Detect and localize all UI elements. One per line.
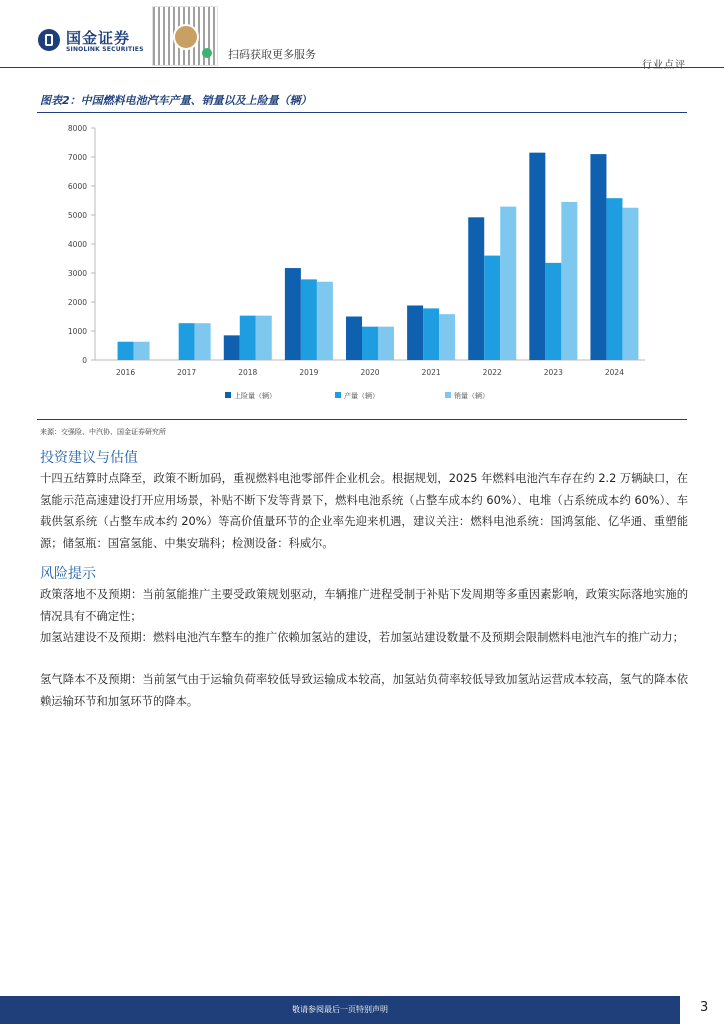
x-tick-label: 2022	[482, 368, 502, 377]
y-tick-label: 3000	[67, 269, 87, 278]
y-tick-label: 6000	[67, 182, 87, 191]
bar-2023-series-0	[529, 153, 545, 360]
bar-2017-series-2	[195, 323, 211, 360]
bar-2017-series-1	[179, 323, 195, 360]
x-tick-label: 2016	[116, 368, 136, 377]
y-tick-label: 5000	[67, 211, 87, 220]
x-tick-label: 2020	[360, 368, 380, 377]
y-tick-label: 4000	[67, 240, 87, 249]
paragraph-investment: 十四五结算时点降至，政策不断加码，重视燃料电池零部件企业机会。根据规划，2025 年燃料电池汽车存在约 2.2 万辆缺口，在氢能示范高速建设打开应用场景，补贴不断下发等背景下，燃料电池系统（占整车成本约 60%）、电堆（占系统成本约 60%）、车载供氢系统（占整车成本约 20%）等高价值量环节的企业率先迎来机遇，建议关注：燃料电池系统：国鸿氢能、亿华通、重塑能源；储氢瓶：国富氢能、中集安瑞科；检测设备：科威尔。	[40, 472, 688, 550]
figure-top-rule	[37, 112, 687, 113]
bar-2024-series-2	[622, 208, 638, 360]
bar-2020-series-2	[378, 327, 394, 360]
x-tick-label: 2019	[299, 368, 319, 377]
legend-label: 产量（辆）	[344, 392, 379, 400]
legend-swatch	[445, 392, 451, 398]
x-tick-label: 2024	[604, 368, 624, 377]
bar-2019-series-2	[317, 282, 333, 360]
qr-center-avatar	[173, 24, 199, 50]
bar-2019-series-1	[301, 279, 317, 360]
legend-swatch	[335, 392, 341, 398]
paragraph-risk-policy: 政策落地不及预期：当前氢能推广主要受政策规划驱动，车辆推广进程受制于补贴下发周期等多重因素影响，政策实际落地实施的情况具有不确定性；	[40, 588, 688, 623]
footer-disclaimer[interactable]: 敬请参阅最后一页特别声明	[292, 1005, 388, 1014]
section-title-investment: 投资建议与估值	[40, 450, 138, 466]
bar-2018-series-1	[240, 316, 256, 360]
bar-chart	[40, 115, 680, 415]
bar-2023-series-2	[561, 202, 577, 360]
page-number: 3	[700, 1000, 709, 1015]
company-name-cn: 国金证券	[66, 29, 131, 47]
bar-2023-series-1	[545, 263, 561, 360]
bar-2016-series-1	[118, 342, 134, 360]
bar-2022-series-2	[500, 207, 516, 360]
x-tick-label: 2023	[543, 368, 563, 377]
bar-2024-series-1	[606, 198, 622, 360]
paragraph-risk-hydrogen-cost: 氢气降本不及预期：当前氢气由于运输负荷率较低导致运输成本较高，加氢站负荷率较低导致加氢站运营成本较高，氢气的降本依赖运输环节和加氢环节的降本。	[40, 673, 688, 708]
bar-2016-series-2	[134, 342, 150, 360]
bar-2021-series-2	[439, 314, 455, 360]
figure-title: 图表2：中国燃料电池汽车产量、销量以及上险量（辆）	[40, 94, 312, 107]
paragraph-risk-station: 加氢站建设不及预期：燃料电池汽车整车的推广依赖加氢站的建设，若加氢站建设数量不及预期会限制燃料电池汽车的推广动力；	[40, 631, 684, 644]
bar-2024-series-0	[590, 154, 606, 360]
bar-2021-series-1	[423, 308, 439, 360]
figure-bottom-rule	[37, 419, 687, 420]
bar-2022-series-1	[484, 256, 500, 360]
bar-2020-series-1	[362, 327, 378, 360]
y-tick-label: 7000	[67, 153, 87, 162]
y-tick-label: 8000	[67, 124, 87, 133]
x-tick-label: 2018	[238, 368, 258, 377]
wechat-badge-icon	[202, 48, 212, 58]
report-type: 行业点评	[642, 60, 686, 71]
bar-2021-series-0	[407, 305, 423, 360]
bar-2018-series-0	[224, 335, 240, 360]
legend-label: 上险量（辆）	[234, 392, 276, 400]
bar-2020-series-0	[346, 317, 362, 361]
sinolink-logo-icon	[38, 29, 60, 51]
bar-2018-series-2	[256, 316, 272, 360]
legend-label: 销量（辆）	[454, 392, 489, 400]
figure-source: 来源：交强险、中汽协、国金证券研究所	[40, 428, 166, 436]
x-tick-label: 2017	[177, 368, 197, 377]
bar-2022-series-0	[468, 217, 484, 360]
bar-2019-series-0	[285, 268, 301, 360]
x-tick-label: 2021	[421, 368, 441, 377]
qr-caption: 扫码获取更多服务	[228, 48, 316, 61]
y-tick-label: 2000	[67, 298, 87, 307]
y-tick-label: 0	[82, 356, 87, 365]
legend-swatch	[225, 392, 231, 398]
company-name-en: SINOLINK SECURITIES	[66, 46, 144, 53]
header-divider	[0, 67, 724, 68]
y-tick-label: 1000	[67, 327, 87, 336]
section-title-risk: 风险提示	[40, 566, 96, 582]
